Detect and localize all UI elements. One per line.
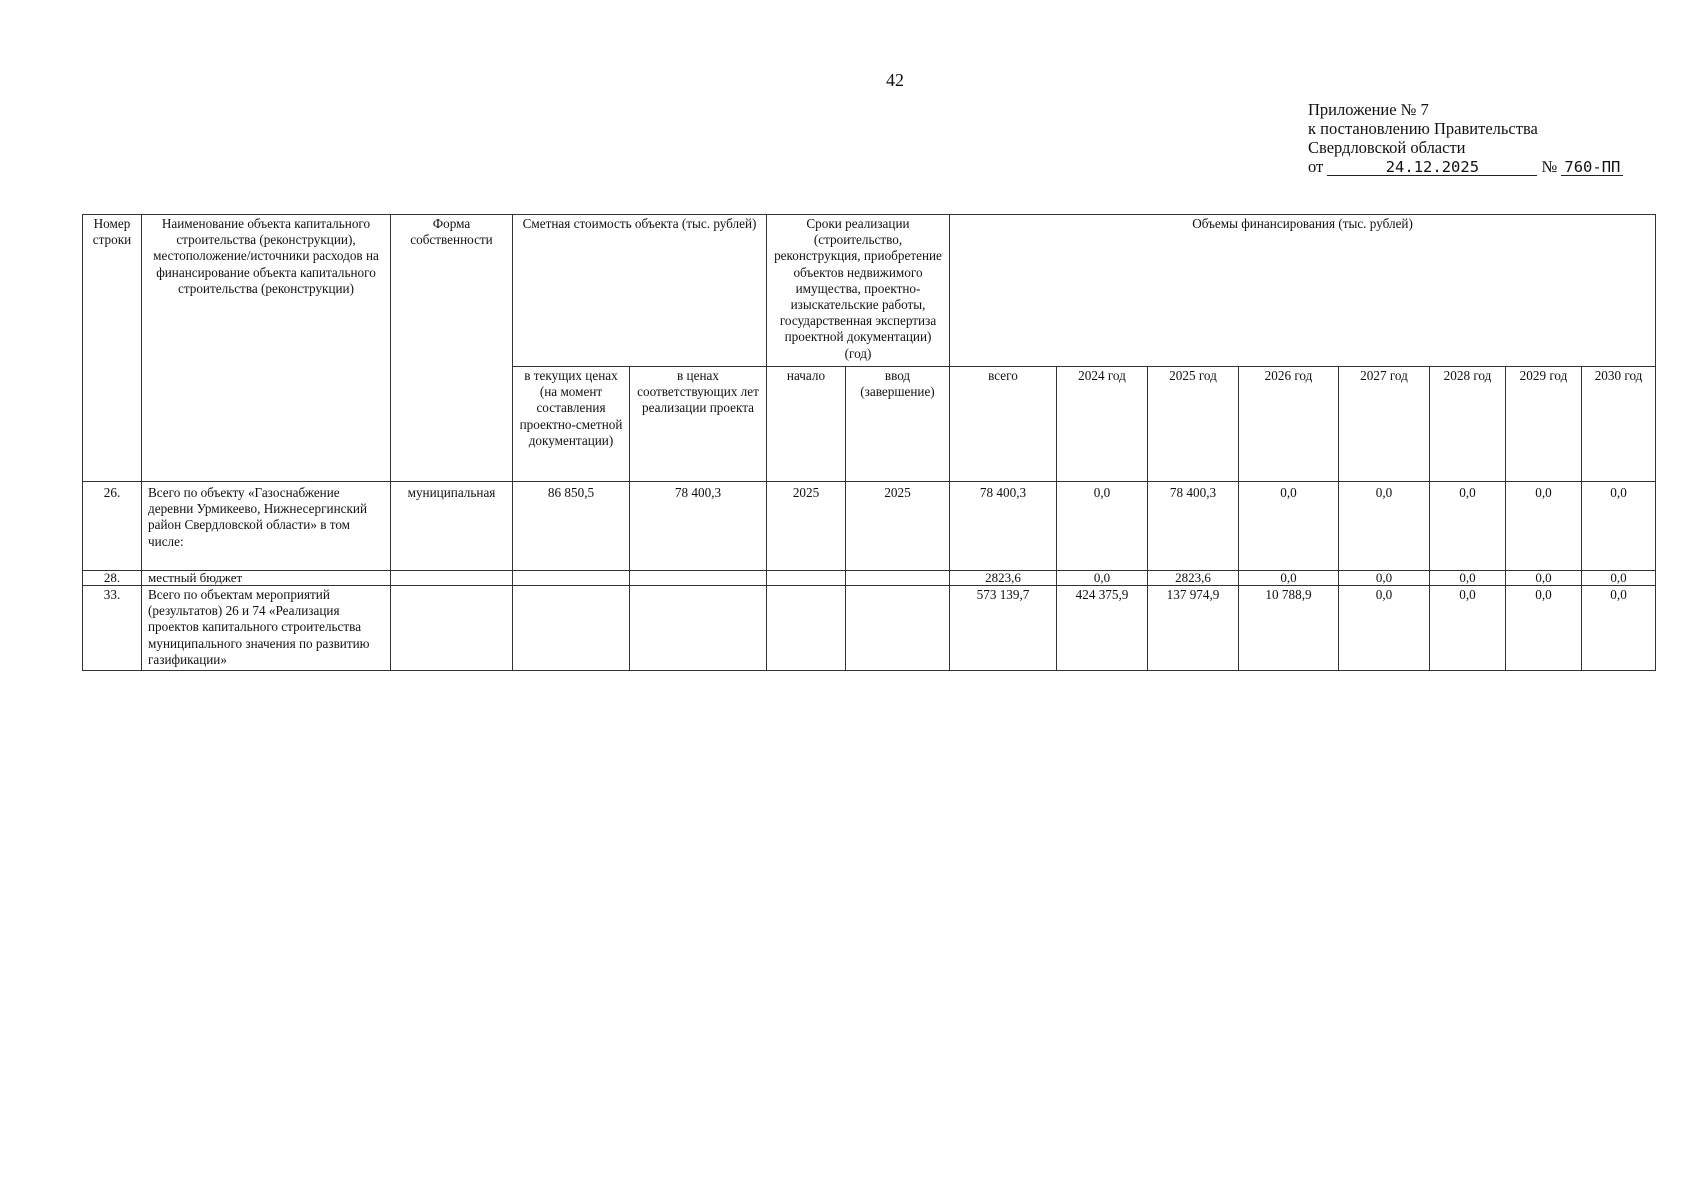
object-name: местный бюджет <box>142 571 391 586</box>
cost-current <box>513 586 630 671</box>
ownership <box>391 571 513 586</box>
header-end: ввод (завершение) <box>846 367 950 482</box>
table-row <box>83 571 1656 586</box>
appendix-block <box>1308 100 1623 176</box>
end-year <box>846 571 950 586</box>
decree-date: 24.12.2025 <box>1327 159 1537 176</box>
funding-2025: 2823,6 <box>1148 571 1239 586</box>
header-total: всего <box>950 367 1057 482</box>
end-year: 2025 <box>846 482 950 571</box>
cost-current <box>513 571 630 586</box>
funding-total: 573 139,7 <box>950 586 1057 671</box>
header-2027: 2027 год <box>1339 367 1430 482</box>
header-2024: 2024 год <box>1057 367 1148 482</box>
header-2026: 2026 год <box>1239 367 1339 482</box>
funding-total: 78 400,3 <box>950 482 1057 571</box>
header-2025: 2025 год <box>1148 367 1239 482</box>
end-year <box>846 586 950 671</box>
header-2029: 2029 год <box>1506 367 1582 482</box>
ownership: муниципальная <box>391 482 513 571</box>
funding-2030: 0,0 <box>1582 586 1656 671</box>
appendix-decree: к постановлению Правительства <box>1308 119 1538 138</box>
header-funding: Объемы финансирования (тыс. рублей) <box>950 215 1656 367</box>
appendix-region: Свердловской области <box>1308 138 1466 157</box>
funding-total: 2823,6 <box>950 571 1057 586</box>
funding-2028: 0,0 <box>1430 571 1506 586</box>
funding-2026: 0,0 <box>1239 482 1339 571</box>
header-cost-years: в ценах соответствующих лет реализации проекта <box>630 367 767 482</box>
page-number: 42 <box>886 70 904 90</box>
funding-2029: 0,0 <box>1506 571 1582 586</box>
object-name: Всего по объектам мероприятий (результатов) 26 и 74 «Реализация проектов капитального строительства муниципального значения по развитию газификации» <box>142 586 391 671</box>
header-object-name: Наименование объекта капитального строительства (реконструкции), местоположение/источники расходов на финансирование объекта капитального строительства (реконструкции) <box>142 215 391 482</box>
funding-2030: 0,0 <box>1582 482 1656 571</box>
row-number: 28. <box>83 571 142 586</box>
from-label: от <box>1308 157 1324 176</box>
start-year <box>767 586 846 671</box>
appendix-date-line <box>1308 157 1623 176</box>
header-estimated-cost: Сметная стоимость объекта (тыс. рублей) <box>513 215 767 367</box>
funding-2027: 0,0 <box>1339 482 1430 571</box>
funding-2025: 137 974,9 <box>1148 586 1239 671</box>
header-terms: Сроки реализации (строительство, реконструкция, приобретение объектов недвижимого имущества, проектно-изыскательские работы, государственная экспертиза проектной документации) (год) <box>767 215 950 367</box>
start-year: 2025 <box>767 482 846 571</box>
table-row <box>83 586 1656 671</box>
funding-2029: 0,0 <box>1506 482 1582 571</box>
cost-years <box>630 586 767 671</box>
header-2030: 2030 год <box>1582 367 1656 482</box>
header-cost-current: в текущих ценах (на момент составления проектно-сметной документации) <box>513 367 630 482</box>
funding-2027: 0,0 <box>1339 586 1430 671</box>
funding-2027: 0,0 <box>1339 571 1430 586</box>
header-start: начало <box>767 367 846 482</box>
funding-2029: 0,0 <box>1506 586 1582 671</box>
header-2028: 2028 год <box>1430 367 1506 482</box>
financing-table <box>82 214 1656 671</box>
decree-number: 760-ПП <box>1561 159 1623 176</box>
cost-current: 86 850,5 <box>513 482 630 571</box>
funding-2024: 0,0 <box>1057 482 1148 571</box>
start-year <box>767 571 846 586</box>
cost-years: 78 400,3 <box>630 482 767 571</box>
row-number: 26. <box>83 482 142 571</box>
cost-years <box>630 571 767 586</box>
header-row-top <box>83 215 1656 367</box>
header-ownership: Форма собственности <box>391 215 513 482</box>
table-row <box>83 482 1656 571</box>
funding-2028: 0,0 <box>1430 482 1506 571</box>
funding-2025: 78 400,3 <box>1148 482 1239 571</box>
appendix-title: Приложение № 7 <box>1308 100 1429 119</box>
header-row-number: Номер строки <box>83 215 142 482</box>
funding-2030: 0,0 <box>1582 571 1656 586</box>
number-label: № <box>1541 157 1558 176</box>
object-name: Всего по объекту «Газоснабжение деревни Урмикеево, Нижнесергинский район Свердловской области» в том числе: <box>142 482 391 571</box>
funding-2026: 10 788,9 <box>1239 586 1339 671</box>
funding-2024: 0,0 <box>1057 571 1148 586</box>
ownership <box>391 586 513 671</box>
funding-2026: 0,0 <box>1239 571 1339 586</box>
row-number: 33. <box>83 586 142 671</box>
funding-2024: 424 375,9 <box>1057 586 1148 671</box>
funding-2028: 0,0 <box>1430 586 1506 671</box>
